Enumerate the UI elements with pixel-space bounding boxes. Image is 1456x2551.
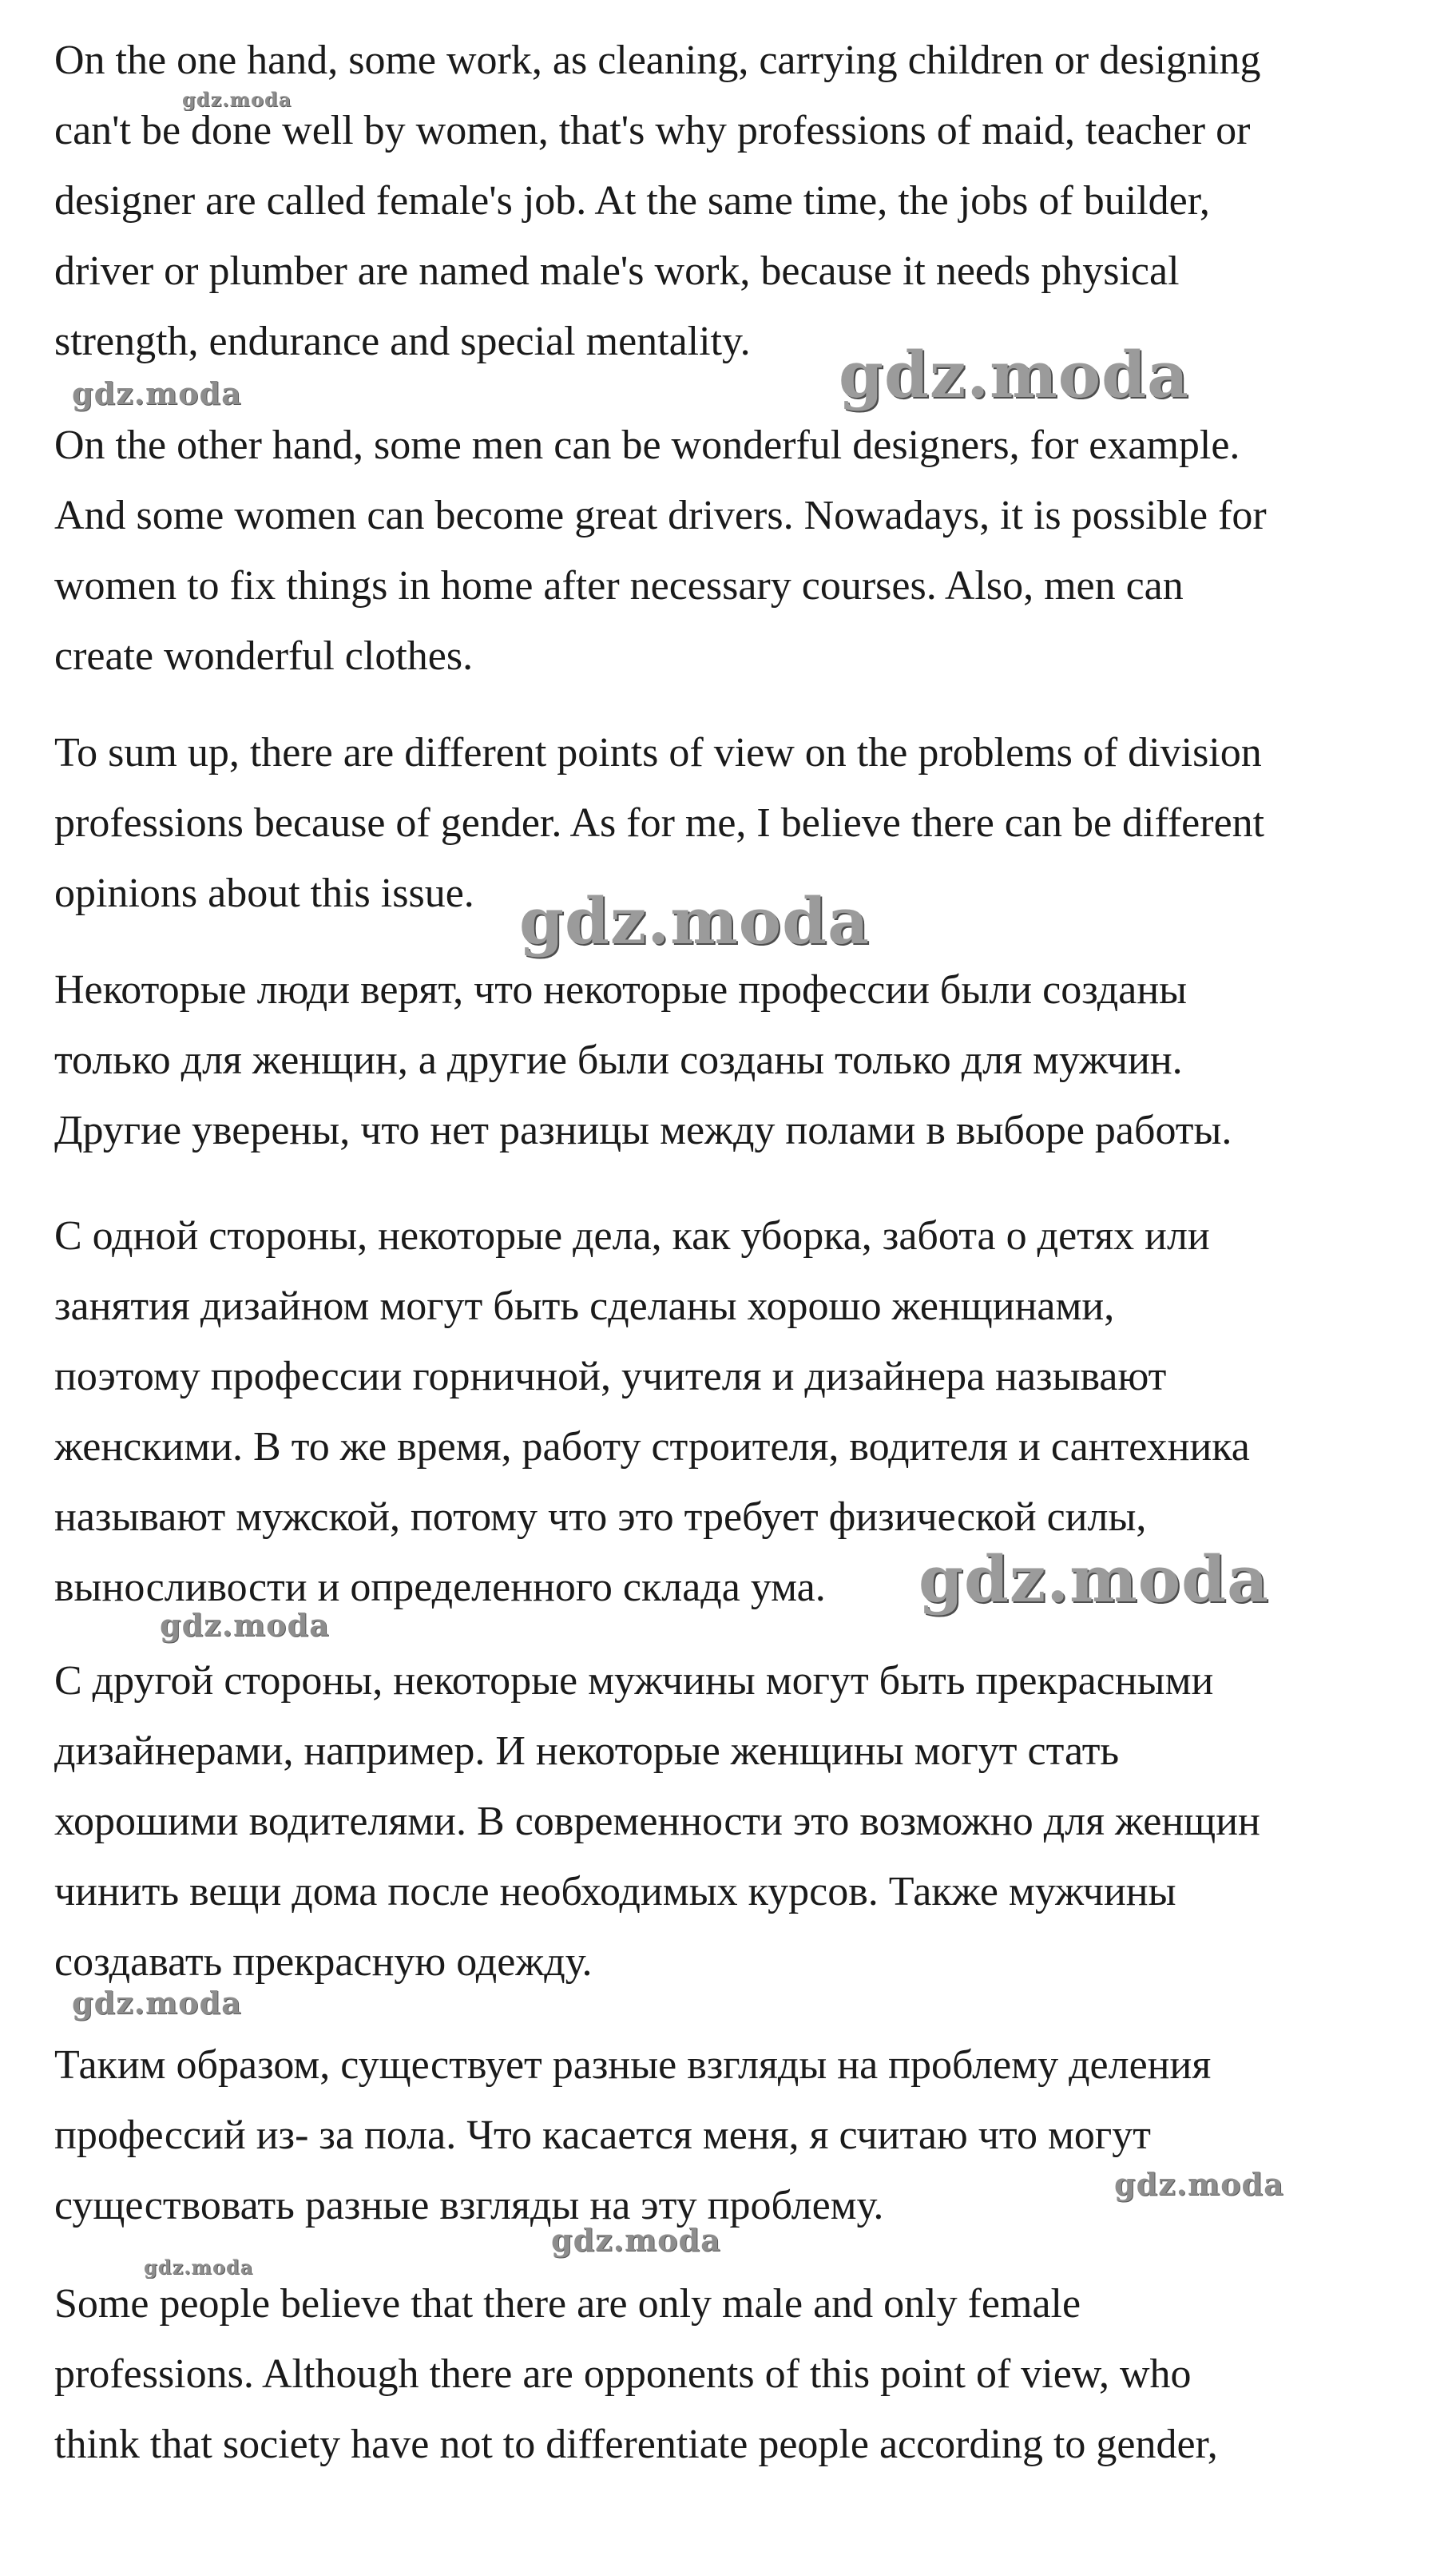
watermark: gdz.moda — [182, 88, 292, 111]
watermark: gdz.moda — [519, 883, 870, 958]
paragraph-en-on-one-hand: On the one hand, some work, as cleaning, carrying children or designing can't be done well by women, that's why professions of maid, teacher or designer are called female's job. At the same time, the jobs of builder, driver or plumber are named male's work, because it needs physical strength, endurance and special mentality. — [54, 38, 1261, 364]
watermark: gdz.moda — [918, 1541, 1269, 1617]
paragraph-ru-conclusion: Таким образом, существует разные взгляды на проблему деления профессий из- за пола. Что касается меня, я считаю что могут существовать разные взгляды на эту проблему. — [54, 2042, 1212, 2228]
paragraph-ru-one-hand: С одной стороны, некоторые дела, как уборка, забота о детях или занятия дизайном могут быть сделаны хорошо женщинами, поэтому профессии горничной, учителя и дизайнера называют женскими. В то же время, работу строителя, водителя и сантехника называют мужской, потому что это требует физической силы, выносливости и определенного склада ума. — [54, 1213, 1250, 1610]
paragraph-ru-intro: Некоторые люди верят, что некоторые профессии были созданы только для женщин, а другие были созданы только для мужчин. Другие уверены, что нет разницы между полами в выборе работы. — [54, 967, 1232, 1153]
paragraph-ru-other-hand: С другой стороны, некоторые мужчины могут быть прекрасными дизайнерами, например. И некоторые женщины могут стать хорошими водителями. В современности это возможно для женщин чинить вещи дома после необходимых курсов. Также мужчины создавать прекрасную одежду. — [54, 1658, 1260, 1985]
watermark: gdz.moda — [839, 337, 1189, 412]
watermark: gdz.moda — [160, 1607, 330, 1643]
watermark: gdz.moda — [551, 2222, 721, 2258]
watermark: gdz.moda — [72, 1985, 242, 2021]
watermark: gdz.moda — [144, 2255, 254, 2279]
paragraph-en-some-people: Some people believe that there are only male and only female professions. Although there are opponents of this point of view, who think that society have not to differentiate people according to gender, — [54, 2281, 1218, 2467]
paragraph-en-to-sum-up: To sum up, there are different points of view on the problems of division professions because of gender. As for me, I believe there can be different opinions about this issue. — [54, 730, 1265, 916]
watermark: gdz.moda — [72, 375, 242, 411]
paragraph-en-on-other-hand: On the other hand, some men can be wonderful designers, for example. And some women can become great drivers. Nowadays, it is possible for women to fix things in home after necessary courses. Also, men can create wonderful clothes. — [54, 423, 1267, 679]
watermark: gdz.moda — [1114, 2166, 1284, 2202]
